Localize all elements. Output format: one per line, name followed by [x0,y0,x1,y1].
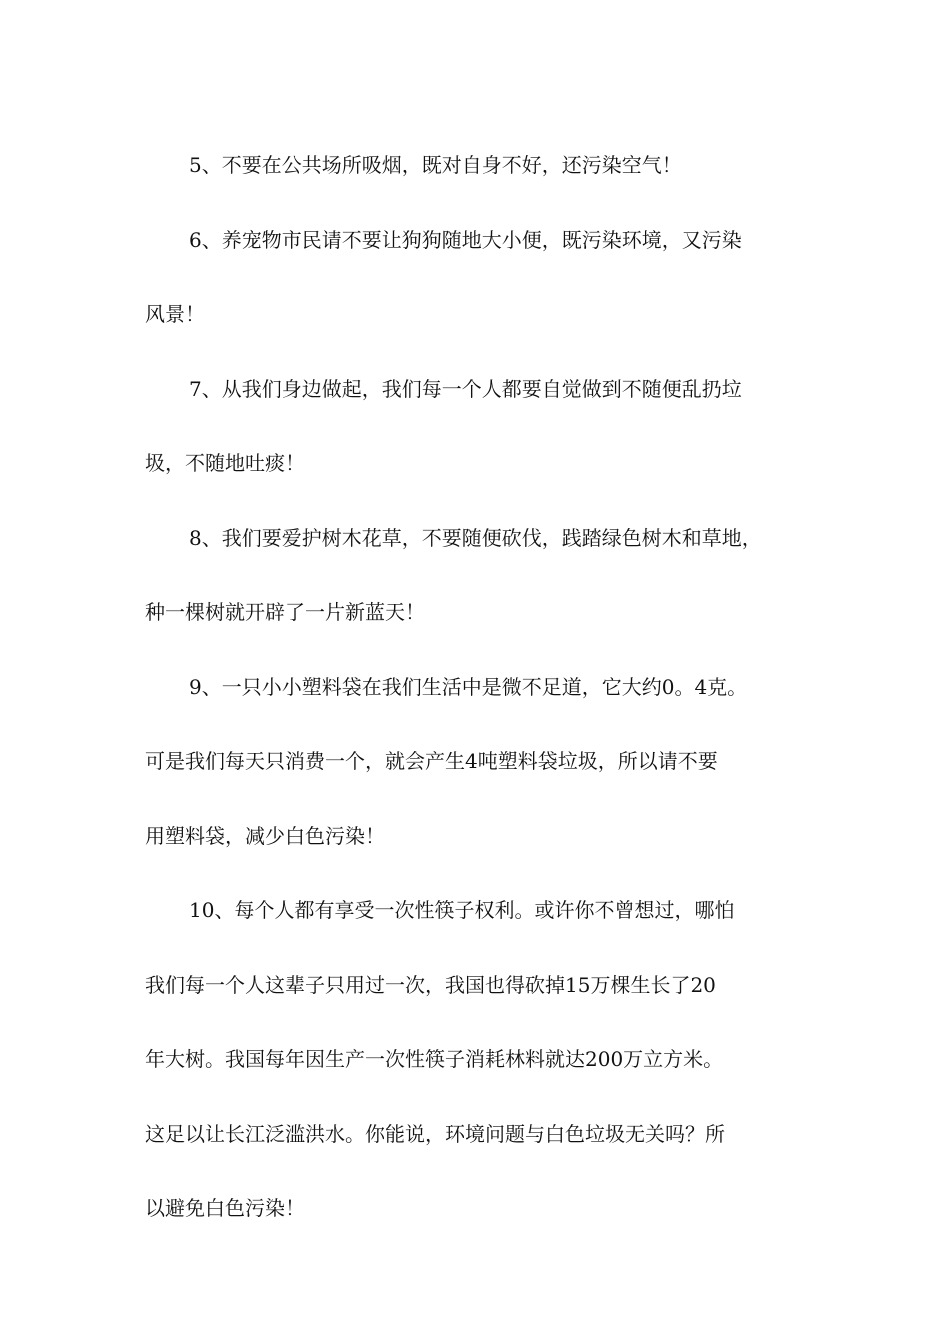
paragraph-line: 可是我们每天只消费一个，就会产生4吨塑料袋垃圾，所以请不要 [145,749,718,773]
paragraph-line: 圾，不随地吐痰！ [145,451,305,475]
paragraph-line: 年大树。我国每年因生产一次性筷子消耗林料就达200万立方米。 [145,1047,724,1071]
paragraph-5 [145,128,825,203]
paragraph-line: 7、从我们身边做起，我们每一个人都要自觉做到不随便乱扔垃 [189,376,742,401]
paragraph-line: 这足以让长江泛滥洪水。你能说，环境问题与白色垃圾无关吗？所 [145,1121,725,1146]
paragraph-line: 9、一只小小塑料袋在我们生活中是微不足道，它大约0。4克。 [189,674,748,699]
paragraph-8 [145,501,825,650]
paragraph-line: 种一棵树就开辟了一片新蓝天！ [145,600,425,624]
paragraph-line: 5、不要在公共场所吸烟，既对自身不好，还污染空气！ [189,153,682,177]
paragraph-line: 以避免白色污染！ [145,1196,305,1220]
paragraph-line: 6、养宠物市民请不要让狗狗随地大小便，既污染环境，又污染 [189,227,742,252]
paragraph-10 [145,873,825,1246]
paragraph-line: 10、每个人都有享受一次性筷子权利。或许你不曾想过，哪怕 [189,898,735,922]
paragraph-7 [145,352,825,501]
paragraph-line: 我们每一个人这辈子只用过一次，我国也得砍掉15万棵生长了20 [145,972,716,997]
paragraph-6 [145,203,825,352]
paragraph-line: 风景！ [145,302,205,326]
document-body [145,128,825,1246]
paragraph-line: 8、我们要爱护树木花草，不要随便砍伐，践踏绿色树木和草地， [189,525,762,550]
paragraph-line: 用塑料袋，减少白色污染！ [145,823,385,848]
paragraph-9 [145,650,825,874]
